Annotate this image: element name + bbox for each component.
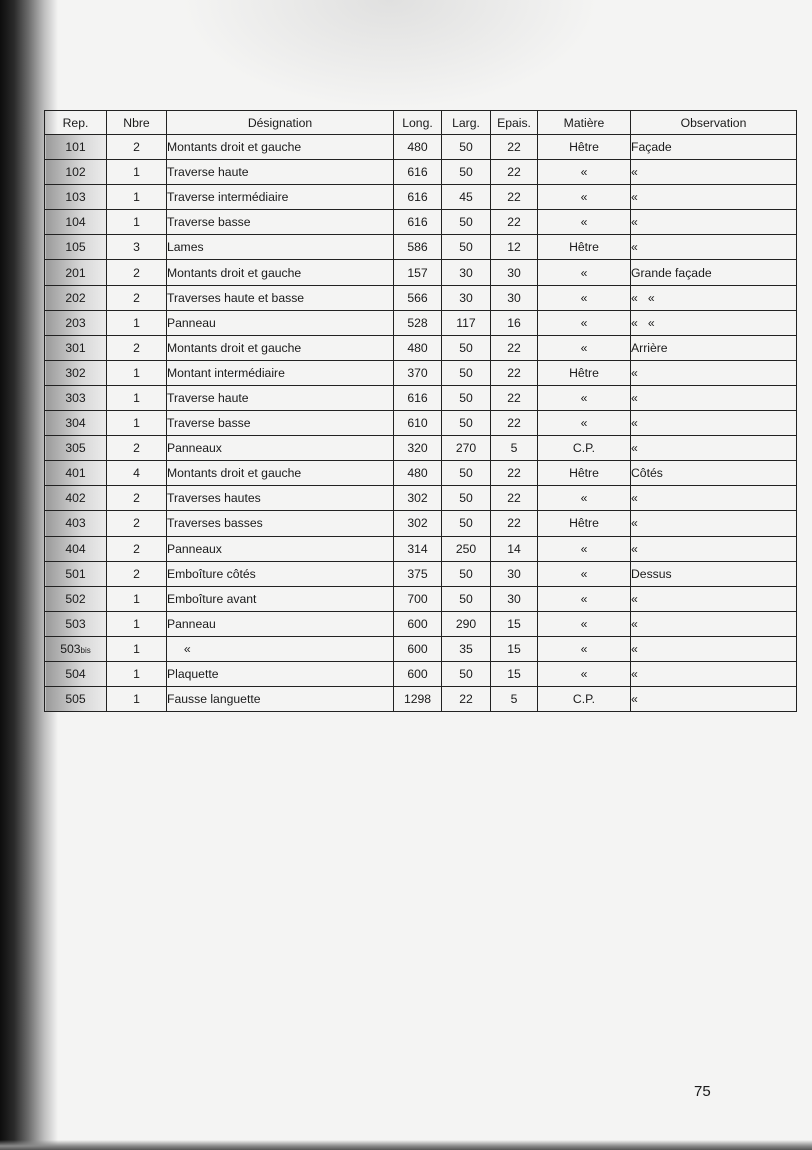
cell-long: 1298 [394,687,442,712]
parts-list-table [44,110,797,712]
cell-long: 157 [394,260,442,285]
cell-long: 610 [394,411,442,436]
cell-nbre: 2 [107,436,167,461]
cell-larg: 50 [442,461,491,486]
cell-observation: « « [631,285,797,310]
cell-matiere: « [538,310,631,335]
cell-epais: 22 [491,160,538,185]
cell-larg: 50 [442,511,491,536]
cell-observation: Arrière [631,335,797,360]
cell-larg: 270 [442,436,491,461]
cell-nbre: 2 [107,335,167,360]
cell-long: 616 [394,185,442,210]
cell-nbre: 1 [107,210,167,235]
cell-epais: 22 [491,486,538,511]
cell-larg: 50 [442,661,491,686]
cell-matiere: « [538,586,631,611]
cell-designation: Traverse haute [167,385,394,410]
cell-designation: Traverses haute et basse [167,285,394,310]
cell-rep: 504 [45,661,107,686]
cell-long: 616 [394,160,442,185]
cell-larg: 30 [442,285,491,310]
cell-larg: 35 [442,636,491,661]
cell-larg: 50 [442,360,491,385]
cell-long: 586 [394,235,442,260]
cell-epais: 22 [491,360,538,385]
cell-nbre: 1 [107,385,167,410]
cell-epais: 14 [491,536,538,561]
cell-nbre: 1 [107,160,167,185]
table-row [45,511,797,536]
cell-long: 302 [394,486,442,511]
cell-designation: Emboîture côtés [167,561,394,586]
table-body [45,135,797,712]
cell-observation: « [631,636,797,661]
cell-epais: 5 [491,687,538,712]
cell-observation: « « [631,310,797,335]
cell-larg: 50 [442,135,491,160]
scan-shading [180,0,600,110]
cell-larg: 50 [442,561,491,586]
cell-larg: 50 [442,235,491,260]
cell-rep: 102 [45,160,107,185]
cell-long: 600 [394,636,442,661]
cell-epais: 30 [491,285,538,310]
page-bottom-edge [0,1140,812,1150]
cell-epais: 5 [491,436,538,461]
cell-larg: 50 [442,586,491,611]
cell-long: 320 [394,436,442,461]
cell-matiere: « [538,611,631,636]
cell-long: 700 [394,586,442,611]
cell-long: 600 [394,611,442,636]
cell-epais: 22 [491,335,538,360]
table-row [45,360,797,385]
page-number: 75 [694,1083,711,1100]
cell-rep: 202 [45,285,107,310]
cell-matiere: « [538,260,631,285]
cell-rep: 302 [45,360,107,385]
header-matiere: Matière [538,111,631,135]
cell-observation: « [631,511,797,536]
table-header-row [45,111,797,135]
cell-nbre: 1 [107,661,167,686]
cell-rep: 203 [45,310,107,335]
cell-designation: Traverse intermédiaire [167,185,394,210]
table-row [45,611,797,636]
cell-matiere: Hêtre [538,511,631,536]
cell-rep: 305 [45,436,107,461]
header-larg: Larg. [442,111,491,135]
cell-matiere: « [538,285,631,310]
cell-observation: « [631,360,797,385]
cell-matiere: C.P. [538,687,631,712]
cell-larg: 250 [442,536,491,561]
cell-nbre: 2 [107,135,167,160]
cell-observation: « [631,611,797,636]
table-row [45,561,797,586]
cell-rep: 105 [45,235,107,260]
cell-nbre: 3 [107,235,167,260]
cell-designation: Panneaux [167,436,394,461]
cell-long: 314 [394,536,442,561]
cell-nbre: 1 [107,310,167,335]
cell-designation: Montants droit et gauche [167,135,394,160]
cell-nbre: 4 [107,461,167,486]
cell-observation: « [631,160,797,185]
table-row [45,411,797,436]
cell-designation: Montants droit et gauche [167,461,394,486]
cell-designation: Panneau [167,310,394,335]
cell-designation: Panneau [167,611,394,636]
cell-nbre: 2 [107,561,167,586]
cell-nbre: 2 [107,285,167,310]
cell-designation: Lames [167,235,394,260]
cell-matiere: « [538,561,631,586]
table-row [45,135,797,160]
cell-matiere: « [538,160,631,185]
cell-nbre: 2 [107,260,167,285]
cell-observation: « [631,687,797,712]
cell-rep: 403 [45,511,107,536]
cell-larg: 290 [442,611,491,636]
cell-long: 480 [394,335,442,360]
cell-nbre: 1 [107,185,167,210]
table-row [45,586,797,611]
cell-designation: Traverses hautes [167,486,394,511]
table-row [45,536,797,561]
cell-observation: « [631,210,797,235]
cell-designation: Emboîture avant [167,586,394,611]
cell-matiere: C.P. [538,436,631,461]
cell-long: 370 [394,360,442,385]
cell-long: 302 [394,511,442,536]
cell-nbre: 2 [107,536,167,561]
cell-rep: 505 [45,687,107,712]
cell-observation: « [631,536,797,561]
cell-epais: 30 [491,260,538,285]
cell-nbre: 1 [107,636,167,661]
cell-larg: 50 [442,210,491,235]
cell-rep: 103 [45,185,107,210]
cell-epais: 22 [491,411,538,436]
cell-matiere: « [538,486,631,511]
cell-observation: « [631,486,797,511]
cell-nbre: 2 [107,511,167,536]
cell-matiere: Hêtre [538,360,631,385]
cell-rep: 501 [45,561,107,586]
table-row [45,260,797,285]
cell-rep: 304 [45,411,107,436]
cell-designation: Fausse languette [167,687,394,712]
table-row [45,486,797,511]
cell-rep: 303 [45,385,107,410]
cell-designation: Traverse basse [167,411,394,436]
cell-observation: « [631,235,797,260]
cell-matiere: « [538,385,631,410]
cell-rep: 402 [45,486,107,511]
cell-rep: 404 [45,536,107,561]
table-row [45,335,797,360]
table-row [45,310,797,335]
cell-larg: 50 [442,160,491,185]
table-row [45,636,797,661]
header-nbre: Nbre [107,111,167,135]
cell-epais: 22 [491,511,538,536]
cell-observation: « [631,661,797,686]
cell-designation: Traverse haute [167,160,394,185]
cell-long: 528 [394,310,442,335]
table-row [45,461,797,486]
cell-epais: 22 [491,210,538,235]
header-epais: Epais. [491,111,538,135]
cell-rep: 101 [45,135,107,160]
cell-matiere: Hêtre [538,235,631,260]
cell-matiere: « [538,185,631,210]
cell-long: 616 [394,210,442,235]
cell-rep: 502 [45,586,107,611]
table-row [45,285,797,310]
cell-designation: Traverses basses [167,511,394,536]
cell-designation: Plaquette [167,661,394,686]
table-row [45,661,797,686]
rep-suffix: bis [80,645,91,655]
header-rep: Rep. [45,111,107,135]
cell-epais: 15 [491,636,538,661]
cell-larg: 22 [442,687,491,712]
cell-epais: 22 [491,461,538,486]
cell-designation: Montants droit et gauche [167,260,394,285]
cell-designation: « [167,636,394,661]
cell-epais: 15 [491,611,538,636]
cell-observation: « [631,411,797,436]
cell-larg: 45 [442,185,491,210]
table-row [45,185,797,210]
cell-matiere: « [538,411,631,436]
cell-nbre: 1 [107,586,167,611]
cell-rep: 503 [45,611,107,636]
cell-rep: 104 [45,210,107,235]
cell-larg: 50 [442,385,491,410]
cell-rep: 401 [45,461,107,486]
cell-matiere: « [538,536,631,561]
cell-matiere: « [538,335,631,360]
cell-nbre: 2 [107,486,167,511]
cell-long: 616 [394,385,442,410]
cell-designation: Montant intermédiaire [167,360,394,385]
cell-matiere: « [538,636,631,661]
cell-long: 600 [394,661,442,686]
cell-observation: « [631,385,797,410]
table-row [45,160,797,185]
cell-larg: 30 [442,260,491,285]
header-observation: Observation [631,111,797,135]
cell-epais: 15 [491,661,538,686]
cell-observation: Côtés [631,461,797,486]
header-long: Long. [394,111,442,135]
cell-epais: 12 [491,235,538,260]
cell-epais: 22 [491,185,538,210]
cell-matiere: « [538,661,631,686]
cell-epais: 22 [491,135,538,160]
cell-observation: « [631,185,797,210]
cell-long: 566 [394,285,442,310]
cell-larg: 50 [442,486,491,511]
cell-larg: 117 [442,310,491,335]
table-row [45,687,797,712]
cell-observation: Grande façade [631,260,797,285]
cell-nbre: 1 [107,687,167,712]
cell-long: 375 [394,561,442,586]
cell-epais: 16 [491,310,538,335]
cell-matiere: Hêtre [538,135,631,160]
table-row [45,436,797,461]
cell-nbre: 1 [107,411,167,436]
cell-observation: « [631,586,797,611]
cell-matiere: « [538,210,631,235]
cell-long: 480 [394,135,442,160]
cell-long: 480 [394,461,442,486]
cell-epais: 30 [491,586,538,611]
table-row [45,235,797,260]
header-designation: Désignation [167,111,394,135]
cell-larg: 50 [442,411,491,436]
table-row [45,385,797,410]
cell-epais: 22 [491,385,538,410]
cell-matiere: Hêtre [538,461,631,486]
cell-epais: 30 [491,561,538,586]
cell-designation: Montants droit et gauche [167,335,394,360]
cell-observation: « [631,436,797,461]
cell-rep: 301 [45,335,107,360]
cell-rep: 201 [45,260,107,285]
cell-designation: Panneaux [167,536,394,561]
cell-observation: Dessus [631,561,797,586]
cell-designation: Traverse basse [167,210,394,235]
cell-nbre: 1 [107,611,167,636]
cell-larg: 50 [442,335,491,360]
cell-nbre: 1 [107,360,167,385]
cell-observation: Façade [631,135,797,160]
rep-number: 503 [60,641,81,656]
table-row [45,210,797,235]
cell-rep [45,636,107,661]
